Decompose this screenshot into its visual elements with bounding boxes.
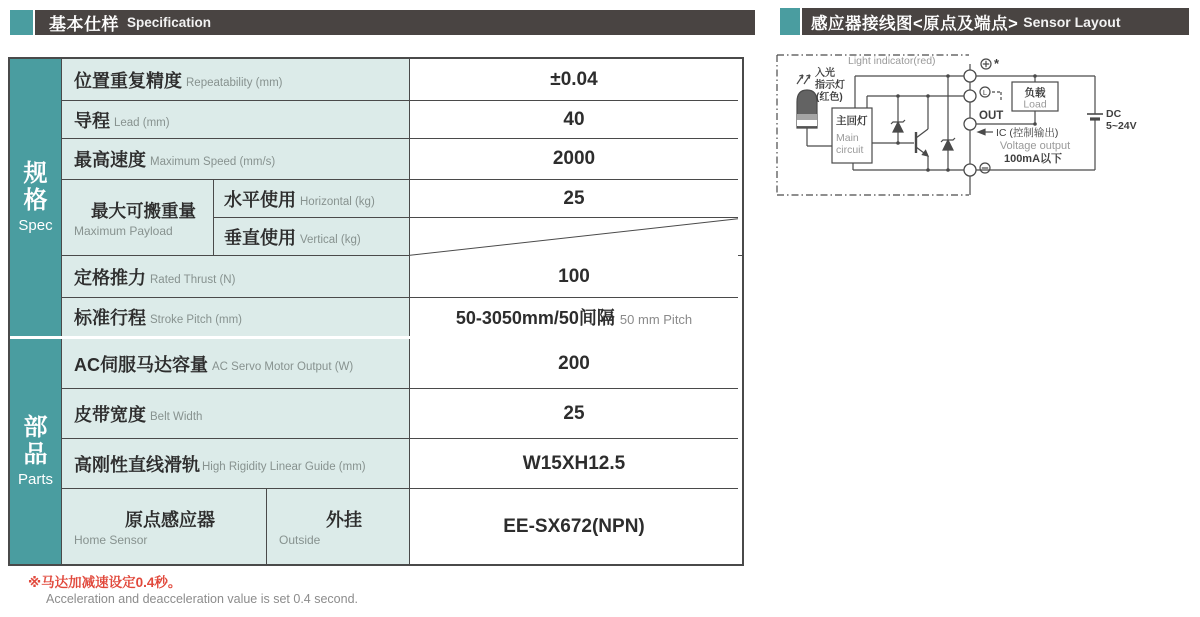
label-cn: 定格推力 bbox=[74, 267, 146, 288]
sensor-layout-title-cn: 感应器接线图<原点及端点> bbox=[811, 14, 1019, 33]
sensor-layout-title-en: Sensor Layout bbox=[1023, 13, 1121, 30]
light-in-label-3: (红色) bbox=[816, 92, 843, 103]
l-terminal-letter: L bbox=[982, 88, 988, 97]
specification-title-cn: 基本仕样 bbox=[49, 15, 119, 34]
label-en: Rated Thrust (N) bbox=[150, 273, 236, 286]
load-label-en: Load bbox=[1023, 98, 1047, 111]
specification-title-en: Specification bbox=[127, 15, 212, 30]
light-in-label-1: 入光 bbox=[815, 68, 835, 79]
na-diagonal-line bbox=[410, 218, 738, 256]
home-sensor-label bbox=[62, 489, 267, 564]
npn-transistor-icon bbox=[916, 96, 928, 170]
table-row-servo-output bbox=[62, 339, 742, 389]
label-cn: 最大可搬重量 bbox=[91, 200, 196, 221]
main-circuit-label-en2: circuit bbox=[836, 144, 864, 156]
current-limit-label: 100mA以下 bbox=[1003, 153, 1063, 165]
table-row-home-sensor bbox=[62, 489, 742, 564]
label-en: AC Servo Motor Output (W) bbox=[212, 360, 354, 373]
parts-group-en: Parts bbox=[17, 470, 53, 488]
stroke-value-cn: 50-3050mm/50间隔 bbox=[455, 308, 615, 328]
label-cn: 导程 bbox=[74, 110, 110, 131]
parts-section bbox=[10, 339, 742, 564]
spec-table bbox=[8, 57, 744, 566]
row-value: W15XH12.5 bbox=[410, 439, 738, 489]
asterisk-label: * bbox=[994, 56, 1000, 71]
row-label bbox=[62, 439, 410, 489]
dc-label: DC bbox=[1106, 108, 1122, 120]
ic-output-label: IC (控制输出) bbox=[996, 127, 1059, 139]
stroke-value-en: 50 mm Pitch bbox=[619, 311, 693, 327]
dc-battery-icon bbox=[1087, 76, 1103, 170]
label-cn: 最高速度 bbox=[74, 150, 146, 170]
specification-header bbox=[10, 10, 755, 35]
row-value bbox=[410, 298, 738, 336]
label-en: Vertical (kg) bbox=[300, 234, 361, 246]
light-indicator-label: Light indicator(red) bbox=[848, 55, 936, 67]
label-en: Maximum Payload bbox=[74, 223, 173, 238]
row-value: 40 bbox=[410, 101, 738, 139]
zener-diode-icon bbox=[891, 96, 905, 143]
specification-header-bar bbox=[35, 10, 755, 35]
row-value: 25 bbox=[410, 389, 738, 439]
label-en: Maximum Speed (mm/s) bbox=[150, 156, 276, 168]
table-row-belt-width bbox=[62, 389, 742, 439]
table-row-max-speed bbox=[62, 139, 742, 180]
spec-group-header bbox=[10, 59, 62, 336]
row-label bbox=[62, 101, 410, 139]
parts-group-char2: 品 bbox=[23, 441, 48, 468]
label-cn: 外挂 bbox=[326, 510, 362, 530]
home-sensor-mount-label bbox=[267, 489, 410, 564]
row-label bbox=[62, 256, 410, 298]
dc-range-label: 5~24V bbox=[1106, 120, 1137, 132]
label-en: High Rigidity Linear Guide (mm) bbox=[202, 460, 366, 473]
label-en: Outside bbox=[279, 533, 321, 547]
main-circuit-label-en1: Main bbox=[836, 132, 859, 144]
sensor-layout-header bbox=[780, 8, 1189, 35]
label-cn: 原点感应器 bbox=[125, 510, 215, 530]
spec-group-char1: 规 bbox=[23, 160, 48, 188]
minus-terminal-icon bbox=[980, 163, 990, 173]
table-row-repeatability bbox=[62, 59, 742, 101]
row-value: ±0.04 bbox=[410, 59, 738, 101]
label-en: Belt Width bbox=[150, 410, 203, 423]
sensor-layout-header-bar bbox=[802, 8, 1189, 35]
row-value: 25 bbox=[410, 180, 738, 218]
table-row-lead bbox=[62, 101, 742, 139]
row-label bbox=[62, 139, 410, 180]
spec-section bbox=[10, 59, 742, 336]
table-row-rated-thrust bbox=[62, 255, 742, 298]
label-en: Repeatability (mm) bbox=[186, 76, 283, 89]
row-label bbox=[62, 339, 410, 389]
zener-diode-icon bbox=[941, 76, 955, 170]
payload-horizontal-row bbox=[214, 180, 742, 218]
footnote-cn: ※马达加减速设定0.4秒。 bbox=[28, 575, 182, 590]
label-en: Home Sensor bbox=[74, 533, 148, 547]
label-en: Horizontal (kg) bbox=[300, 195, 375, 208]
row-value: EE-SX672(NPN) bbox=[410, 489, 738, 564]
label-cn: 水平使用 bbox=[224, 189, 296, 210]
row-label bbox=[62, 59, 410, 101]
sensor-wiring-diagram bbox=[770, 48, 1200, 208]
table-row-max-payload bbox=[62, 180, 742, 256]
voltage-output-label: Voltage output bbox=[999, 140, 1071, 152]
spec-group-char2: 格 bbox=[23, 187, 48, 214]
payload-vertical-row bbox=[214, 218, 742, 256]
out-terminal-label: OUT bbox=[979, 110, 1004, 122]
table-row-stroke-pitch bbox=[62, 298, 742, 336]
payload-horizontal-label bbox=[214, 180, 410, 218]
label-cn: AC伺服马达容量 bbox=[74, 354, 208, 375]
spec-group-en: Spec bbox=[18, 216, 53, 234]
table-row-linear-guide bbox=[62, 439, 742, 489]
main-circuit-label-cn: 主回灯 bbox=[836, 115, 868, 127]
label-cn: 标准行程 bbox=[74, 308, 146, 328]
load-label-cn: 负载 bbox=[1024, 87, 1046, 99]
parts-group-header bbox=[10, 339, 62, 564]
payload-vertical-label bbox=[214, 218, 410, 256]
teal-accent-square bbox=[780, 8, 800, 35]
payload-vertical-na-cell bbox=[410, 218, 738, 256]
payload-label bbox=[62, 180, 214, 256]
label-en: Lead (mm) bbox=[114, 116, 170, 129]
row-label bbox=[62, 298, 410, 336]
row-value: 100 bbox=[410, 256, 738, 298]
led-indicator-icon bbox=[797, 90, 817, 128]
footnote-en: Acceleration and deacceleration value is set 0.4 second. bbox=[46, 592, 358, 606]
ic-arrow-icon bbox=[978, 129, 993, 135]
row-label bbox=[62, 389, 410, 439]
row-value: 2000 bbox=[410, 139, 738, 180]
label-cn: 皮带宽度 bbox=[74, 404, 146, 425]
teal-accent-square bbox=[10, 10, 33, 35]
label-en: Stroke Pitch (mm) bbox=[150, 314, 243, 326]
label-cn: 高刚性直线滑轨 bbox=[74, 454, 200, 475]
label-cn: 位置重复精度 bbox=[74, 70, 182, 91]
plus-terminal-icon bbox=[981, 59, 991, 69]
parts-group-char1: 部 bbox=[23, 414, 48, 442]
light-in-arrows-icon bbox=[797, 75, 810, 84]
light-in-label-2: 指示灯 bbox=[815, 80, 845, 91]
label-cn: 垂直使用 bbox=[224, 228, 296, 248]
row-value: 200 bbox=[410, 339, 738, 389]
